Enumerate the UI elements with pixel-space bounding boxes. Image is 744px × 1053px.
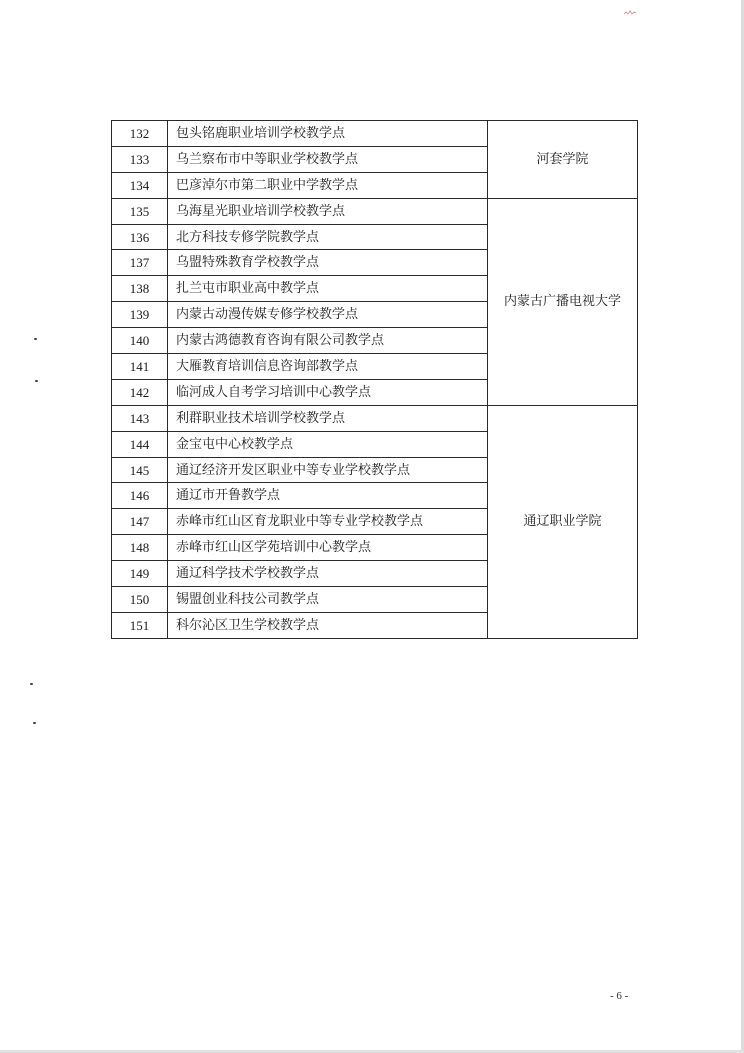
table-row [112,198,638,224]
table-row [112,121,638,147]
site-name-cell: 大雁教育培训信息咨询部教学点 [168,354,488,380]
scan-speck [30,683,33,685]
row-number-cell: 147 [112,509,168,535]
page-number: - 6 - [610,990,629,1002]
institution-cell: 内蒙古广播电视大学 [488,198,638,405]
site-name-cell: 乌盟特殊教育学校教学点 [168,250,488,276]
scan-speck [33,722,36,724]
row-number-cell: 136 [112,224,168,250]
site-name-cell: 内蒙古鸿德教育咨询有限公司教学点 [168,328,488,354]
site-name-cell: 乌兰察布市中等职业学校教学点 [168,146,488,172]
row-number-cell: 134 [112,172,168,198]
row-number-cell: 143 [112,405,168,431]
row-number-cell: 138 [112,276,168,302]
table-row [112,405,638,431]
site-name-cell: 乌海星光职业培训学校教学点 [168,198,488,224]
row-number-cell: 146 [112,483,168,509]
row-number-cell: 137 [112,250,168,276]
site-name-cell: 临河成人自考学习培训中心教学点 [168,379,488,405]
red-ink-mark [623,10,637,16]
row-number-cell: 149 [112,561,168,587]
site-name-cell: 赤峰市红山区学苑培训中心教学点 [168,535,488,561]
site-name-cell: 通辽经济开发区职业中等专业学校教学点 [168,457,488,483]
site-name-cell: 通辽科学技术学校教学点 [168,561,488,587]
site-name-cell: 锡盟创业科技公司教学点 [168,587,488,613]
scan-speck [34,338,37,340]
site-name-cell: 金宝屯中心校教学点 [168,431,488,457]
row-number-cell: 148 [112,535,168,561]
row-number-cell: 140 [112,328,168,354]
row-number-cell: 151 [112,612,168,638]
row-number-cell: 150 [112,587,168,613]
row-number-cell: 141 [112,354,168,380]
site-name-cell: 科尔沁区卫生学校教学点 [168,612,488,638]
scan-speck [35,380,38,382]
row-number-cell: 139 [112,302,168,328]
table-body [112,121,638,639]
site-name-cell: 利群职业技术培训学校教学点 [168,405,488,431]
institution-cell: 通辽职业学院 [488,405,638,638]
row-number-cell: 142 [112,379,168,405]
site-name-cell: 通辽市开鲁教学点 [168,483,488,509]
row-number-cell: 144 [112,431,168,457]
row-number-cell: 132 [112,121,168,147]
row-number-cell: 133 [112,146,168,172]
teaching-site-table [111,120,638,639]
site-name-cell: 赤峰市红山区育龙职业中等专业学校教学点 [168,509,488,535]
institution-cell: 河套学院 [488,121,638,199]
row-number-cell: 145 [112,457,168,483]
site-name-cell: 巴彦淖尔市第二职业中学教学点 [168,172,488,198]
site-name-cell: 北方科技专修学院教学点 [168,224,488,250]
site-name-cell: 包头铭鹿职业培训学校教学点 [168,121,488,147]
site-name-cell: 扎兰屯市职业高中教学点 [168,276,488,302]
row-number-cell: 135 [112,198,168,224]
site-name-cell: 内蒙古动漫传媒专修学校教学点 [168,302,488,328]
